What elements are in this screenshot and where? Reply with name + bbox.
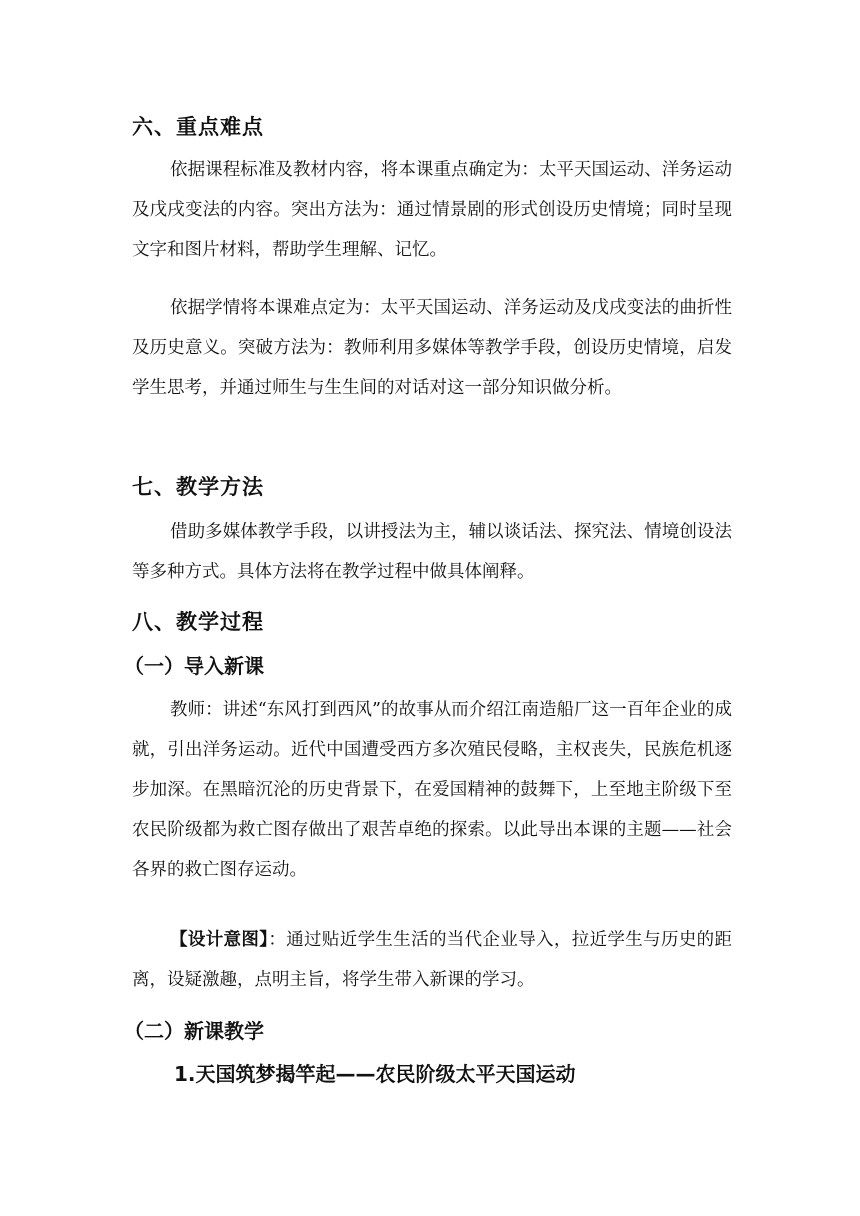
paragraph-teaching-methods: 借助多媒体教学手段，以讲授法为主，辅以谈话法、探究法、情境创设法等多种方式。具体方法将在教学过程中做具体阐释。 — [132, 522, 732, 582]
subsection-heading-new-lesson: （二）新课教学 — [124, 1019, 264, 1043]
paragraph-key-points: 依据课程标准及教材内容，将本课重点确定为：太平天国运动、洋务运动及戊戌变法的内容。突出方法为：通过情景剧的形式创设历史情境；同时呈现文字和图片材料，帮助学生理解、记忆。 — [132, 160, 732, 260]
subsection-heading-intro: （一）导入新课 — [124, 654, 264, 678]
lesson-item-heading: 1.天国筑梦揭竿起——农民阶级太平天国运动 — [174, 1062, 576, 1086]
section-heading-teaching-process: 八、教学过程 — [132, 610, 264, 634]
design-intent-label: 【设计意图】 — [170, 930, 269, 950]
paragraph-difficult-points: 依据学情将本课难点定为：太平天国运动、洋务运动及戊戌变法的曲折性及历史意义。突破方法为：教师利用多媒体等教学手段，创设历史情境，启发学生思考，并通过师生与生生间的对话对这一部分知识做分析。 — [132, 298, 732, 398]
paragraph-design-intent — [132, 920, 732, 1000]
design-intent-text: ：通过贴近学生生活的当代企业导入，拉近学生与历史的距离，设疑激趣，点明主旨，将学生带入新课的学习。 — [132, 930, 733, 990]
section-heading-teaching-methods: 七、教学方法 — [132, 475, 264, 499]
paragraph-intro-teacher: 教师：讲述“东风打到西风”的故事从而介绍江南造船厂这一百年企业的成就，引出洋务运动。近代中国遭受西方多次殖民侵略，主权丧失，民族危机逐步加深。在黑暗沉沦的历史背景下，在爱国精神的鼓舞下，上至地主阶级下至农民阶级都为救亡图存做出了艰苦卓绝的探索。以此导出本课的主题——社会各界的救亡图存运动。 — [132, 700, 732, 880]
section-heading-key-points: 六、重点难点 — [132, 115, 264, 139]
